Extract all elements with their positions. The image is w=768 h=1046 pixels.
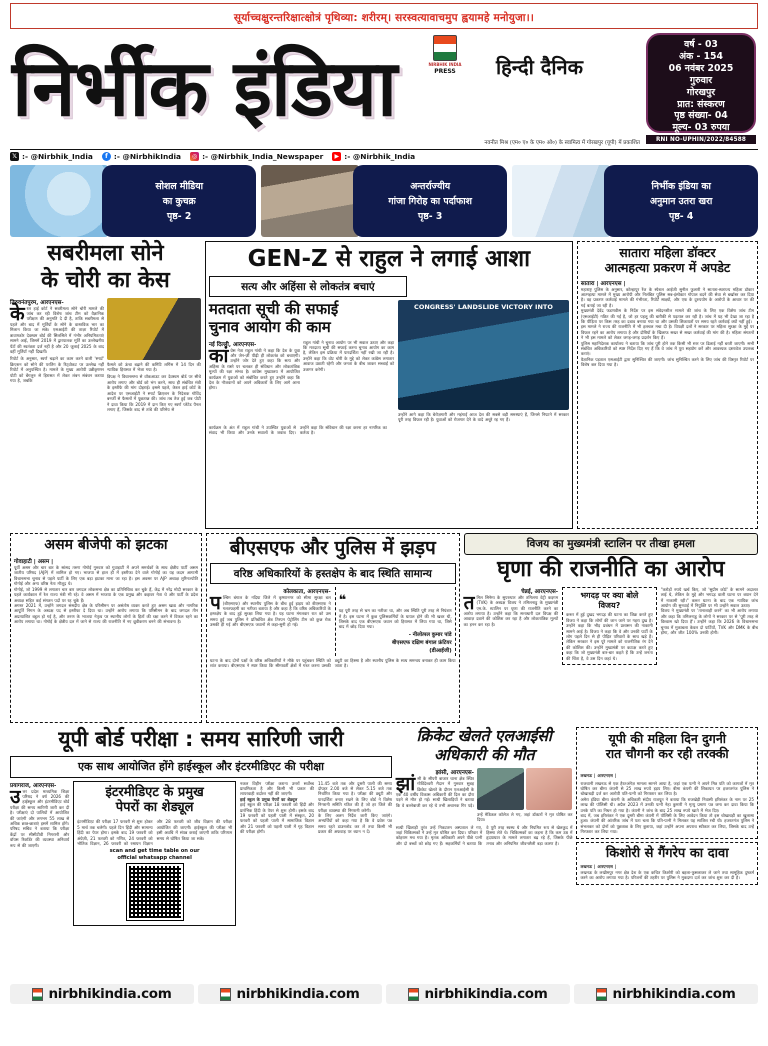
hindi-daily-label: हिन्दी दैनिक	[495, 55, 583, 79]
vijay-body-1: तमिल सिनेमा के सुपरस्टार और तमिलगा वेट्री कड़गम (TVK) के अध्यक्ष विजय ने तमिलनाडु के मुख्यमंत्री एम.के. स्टालिन पर घृणा की राजनीति करने का आरोप लगाया है। उन्होंने कहा कि सत्ताधारी दल विपक्ष की आवाज़ दबाने की कोशिश कर रहा है और लोकतांत्रिक मूल्यों का हनन कर रहा है।	[463, 591, 559, 627]
upwoman-headline-line1: यूपी की महिला दिन दुगनी	[608, 731, 727, 746]
logo-press-text: PRESS	[434, 68, 456, 75]
upboard-col-body-2: हाई स्कूल की परीक्षा 18 फरवरी को हिंदी और प्रारंभिक हिंदी के पेपर से शुरू होगी। इसके बाद 19 फरवरी को पहली पाली में संस्कृत, 20 फरवरी को पहली पाली में सामाजिक विज्ञान और 21 फरवरी को पहली पाली में गृह विज्ञान की परीक्षा होगी।	[240, 802, 314, 835]
youtube-icon[interactable]: ▶	[332, 152, 341, 161]
sabarimala-headline-line2: के चोरी का केस	[41, 267, 170, 293]
upboard-subhead: एक साथ आयोजित होंगे हाईस्कूल और इंटरमीडिएट की परीक्षा	[10, 756, 392, 778]
lic-headline-line2: अधिकारी की मौत	[433, 745, 535, 764]
genz-byline: नई दिल्ली, आरएनएस-	[208, 341, 257, 348]
quote-mark-icon: ❝	[338, 593, 347, 609]
assam-body-2: गोगोई, जो 1999 से लगातार चार बार जगदल लोकसभा क्षेत्र का प्रतिनिधित्व कर चुके हैं, केंद्र में नरेंद्र मोदी सरकार के पहले कार्यकाल में रेल राज्य मंत्री भी रहे। वे असम में भाजपा के एक प्रमुख और कद्दावर नेता थे और पार्टी के प्रदेश अध्यक्ष सहित कई संगठन पदों पर रह चुके हैं।	[14, 586, 198, 603]
lic-headline	[396, 727, 573, 765]
upboard-box-title-line2: पेपरों का शेड्यूल	[115, 800, 194, 816]
teaser-2-line1: अन्तर्राज्यीय	[410, 180, 451, 192]
footer-url-cell-2[interactable]	[198, 984, 382, 1004]
vijay-sidebar-title-line2: विजय?	[598, 600, 621, 610]
social-handle-x[interactable]: :- @Nirbhik_India	[22, 152, 93, 161]
teaser-1-line2: का कुचक्र	[162, 195, 196, 207]
info-day: गुरुवार	[689, 74, 713, 86]
satara-byline: सातारा | आरएनएस |	[580, 280, 626, 287]
upboard-box-title	[77, 785, 232, 817]
footer-emblem-icon-3	[408, 988, 419, 1001]
genz-subhead: सत्य और अहिंसा से लोकतंत्र बचाएं	[209, 276, 407, 297]
story-satara	[577, 241, 758, 529]
lic-photo-caption: उन्हें मेडिकल कॉलेज ले गए, जहां डॉक्टरों ने मृत घोषित कर दिया।	[477, 811, 573, 823]
social-handle-facebook[interactable]: :- @NirbhikIndia	[113, 152, 182, 161]
satara-body-5: वैज्ञानिक पड़ताल एसआईटी द्वारा सुनिश्चित की जाएगी। जांच सुनिश्चित करने के लिए जांच की विस्तृत रिपोर्ट पर विशेष बल दिया गया है।	[580, 356, 754, 368]
satara-headline-line1: सातारा महिला डॉक्टर	[619, 245, 716, 260]
kishori-byline: लखनऊ | आरएनएस |	[580, 864, 617, 870]
footer-url-1[interactable]: nirbhikindia.com	[48, 986, 172, 1002]
story-bsf	[206, 533, 460, 723]
lic-headline-line1: क्रिकेट खेलते एलआईसी	[416, 727, 552, 745]
footer-emblem-icon-2	[220, 988, 231, 1001]
assam-byline: गोवाहाटी | असम |	[14, 559, 54, 566]
satara-body-4: पुलिस महानिदेशक कार्यालय ने बताया कि जांच पूरी होने तक किसी भी स्तर पर ढिलाई नहीं बरती जाएगी। सभी संबंधित अधिकारियों को स्पष्ट निर्देश दिए गए हैं कि वे जांच में पूरा सहयोग करें और आवश्यक दस्तावेज उपलब्ध कराएं।	[580, 340, 754, 357]
story-kishori-gangrape	[576, 842, 758, 885]
bsf-quote-attrib-2: बीएसएफ दक्षिण बंगाल फ्रंटियर	[392, 639, 452, 646]
footer-url-cell-1[interactable]	[10, 984, 194, 1004]
social-handle-youtube[interactable]: :- @Nirbhik_India	[344, 152, 416, 161]
footer-url-3[interactable]: nirbhikindia.com	[424, 986, 548, 1002]
upboard-col-subhead: हाई स्कूल के प्रमुख पेपरों का शेड्यूल	[240, 796, 298, 802]
satara-body-2: मुख्यमंत्री देवेंद्र फडणवीस के निर्देश पर इस संवेदनशील मामले की जांच के लिए एक विशेष जांच टीम (एसआईटी) गठित की गई है, जो हर पहलू की बारीकी से पड़ताल कर रही है। जांच में यह भी देखा जा रहा है कि पीड़िता पर किस तरह का दबाव बनाया गया था और उसकी शिकायतों पर समय रहते कार्रवाई क्यों नहीं हुई।	[580, 308, 754, 324]
teaser-1-page: पृष्ठ- 2	[167, 210, 192, 222]
upboard-col-body-1: नकल विहीन परीक्षा कराना उत्तरों सर्वोच्च प्राथमिकता है और किसी भी प्रकार की लापरवाही बर्दाश्त नहीं की जाएगी।	[240, 780, 314, 797]
upwoman-body-1: राजधानी लखनऊ से एक हैरतअंगेज़ मामला सामने आया है, जहां एक पत्नी ने अपने मित्र पति को कागजों में मृत घोषित कर बीमा कंपनी से 25 लाख रुपये हड़प लिए। बीमा कंपनी की शिकायत पर हजरतगंज पुलिस ने धोखाधड़ी दर्ज कर आरोपी पति-पत्नी को गिरफ्तार कर लिया है।	[580, 780, 754, 797]
sabarimala-photo	[107, 298, 201, 360]
assam-body-3: अगस्त 2021 में, उन्होंने जगदल संसदीय क्षेत्र के परिसीमन पर असंतोष व्यक्त करते हुए असम खाद्य और नागरिक आपूर्ति निगम के अध्यक्ष पद से इस्तीफा दे दिया था। उन्होंने आरोप लगाया कि परिसीमन के बाद जगदल तीन अप्रत्याशित बहुल हो गई है, और तरुण के भाजपा नेतृत्व पर स्थानीय लोगों के हितों की रक्षा करने में विफल रहने का आरोप लगाया था। गोगोई के क्षेत्रीय दल में जाने से राज्य की राजनीति में नए ध्रुवीकरण बनने की संभावना है।	[14, 602, 198, 625]
vijay-sidebar-title	[566, 591, 653, 611]
top-news-band	[10, 241, 758, 529]
bsf-headline: बीएसएफ और पुलिस में झड़प	[229, 537, 436, 559]
bsf-quote-box	[335, 587, 456, 656]
bsf-quote-attrib-3: (डीआईजी)	[429, 647, 452, 654]
upwoman-headline	[580, 731, 754, 762]
genz-body-2: राहुल गांधी ने चुनाव आयोग पर भी सवाल उठाए और कहा कि मतदाता सूची की सफाई करना चुनाव आयोग का काम है, लेकिन इस प्रक्रिया में पारदर्शिता नहीं रखी जा रही है। उन्होंने कहा कि वोट चोरी के मुद्दे को लेकर कांग्रेस लगातार आवाज उठाती रहेगी और जनता के बीच जाकर सच्चाई को उजागर करेगी।	[302, 339, 395, 372]
genz-body-1: कांग्रेस नेता राहुल गांधी ने कहा कि देश के युवा और जेन-ज़ी पीढ़ी ही लोकतंत्र को बचाएगी। उन्होंने जोर देते हुए कहा कि सत्य और अहिंसा के रास्ते पर चलकर ही संविधान और लोकतांत्रिक मूल्यों की रक्षा संभव है। कांग्रेस मुख्यालय में आयोजित कार्यक्रम में युवाओं को संबोधित करते हुए उन्होंने कहा कि देश के नौजवानों को अपने अधिकारों के लिए आगे आना होगा।	[208, 344, 300, 391]
genz-photo-caption: CONGRESS' LANDSLIDE VICTORY INTO	[414, 303, 553, 312]
teaser-1-line1: सोशल मीडिया	[155, 180, 204, 192]
lic-byline: झांसी, आरएनएस-	[435, 769, 475, 776]
info-year: वर्ष - 03	[684, 39, 718, 50]
upwoman-body-3: बाद में, जब हरिशंकर ने एक दूसरी बीमा कंपनी में पॉलिसी के लिए आवेदन किया तो इस धोखाधड़ी का खुलासा हुआ। कंपनी की आंतरिक जांच में पता चला कि पति-पत्नी ने मिलकर यह साजिश रची थी। हजरतगंज पुलिस ने संभलकर को दोनों को पूछताछ के लिए बुलाया, जहां उन्होंने अपना अपराध स्वीकार कर लिया, जिसके बाद उन्हें गिरफ्तार कर लिया गया।	[580, 812, 754, 835]
social-handles-bar	[10, 149, 758, 162]
story-up-board-exam	[10, 727, 392, 982]
teaser-2-line2: गांजा गिरोह का पर्दाफाश	[388, 195, 472, 207]
bsf-quote-attrib-1: - नीलोत्पल कुमार पांडे	[408, 631, 452, 638]
kishori-headline: किशोरी से गैंगरेप का दावा	[605, 845, 729, 861]
bsf-byline: कोलकाता, आरएनएस-	[283, 589, 331, 596]
footer-url-cell-4[interactable]	[574, 984, 758, 1004]
masthead	[10, 31, 758, 149]
genz-subhead2-line2: चुनाव आयोग की काम	[208, 318, 331, 337]
social-handle-instagram[interactable]: :- @Nirbhik_India_Newspaper	[202, 152, 324, 161]
upboard-scan-note-2: official whatsapp channel	[117, 855, 192, 862]
instagram-icon[interactable]: ◎	[191, 153, 198, 160]
satara-headline-line2: आत्महत्या प्रकरण में अपडेट	[604, 260, 731, 276]
teaser-item-3[interactable]	[512, 165, 758, 237]
teaser-text-2	[353, 165, 507, 237]
upboard-box-title-line1: इंटरमीडिएट के प्रमुख	[105, 784, 204, 800]
footer-url-cell-3[interactable]	[386, 984, 570, 1004]
edition-info-panel	[646, 33, 756, 133]
teaser-image-social-media	[10, 165, 108, 237]
vijay-kicker: विजय का मुख्यमंत्री स्टालिन पर तीखा हमला	[464, 533, 758, 555]
info-issue: अंक - 154	[679, 50, 723, 62]
sabarimala-headline-line1: सबरीमला सोने	[47, 241, 164, 266]
sabarimala-body-2: रिपोर्ट के अनुसार, स्वर्ण चढ़ाने का काम करने वाली 'स्मार्ट' क्रिएशन को सोने की परतिंग के रिट्वोकट पर उल्लेख नहीं रिपोर्ट में अनुपस्थित है। मामले के मुख्य आरोपी उन्नीकृष्णन पोटी को बेंगलुरु से हिरासत में लेकर लंबन संबंधन कराया गया है, जबकि	[10, 356, 104, 383]
vijay-body-3: विजय ने मुख्यमंत्री पर 'तानाशाही करने' का भी आरोप लगाया और कहा कि तमिलनाडु के लोगों ने सरकार पर से 'पूरी तरह से विश्वास खो दिया है'। उन्होंने कहा कि 2026 के विधानसभा चुनाव में मुकाबला केवल दो पार्टियों, TVK और DMK के बीच होगा, और जीत 100% उनकी होगी।	[660, 608, 758, 636]
footer-website-bar	[10, 984, 758, 1004]
vijay-body-2: "करोड़ों रुपये खर्च किए, जो 'सुप्रीम कोर्ट' के सामने अदालत लाई थे, लेकिन के मुद्दे और भगदड़ वाली घटना पर बयान देने में नाकामी रही।" करूर घटना के बाद एक न्यायिक जांच आयोग की सुनवाई में नियुक्ति पर भी उन्होंने सवाल उठाए।	[660, 586, 758, 609]
upboard-body-1: उत्तर प्रदेश माध्यमिक शिक्षा परिषद ने वर्ष 2026 की हाईस्कूल और इंटरमीडिएट बोर्ड परीक्षा की समय सारिणी जारी कर दी है। परीक्षाएं दो पालियों में आयोजित की जाएंगी और लगभग 55 लाख से अधिक छात्र-छात्राएं इसमें शामिल होंगे। परिषद सचिव ने बताया कि परीक्षा केंद्रों पर सीसीटीवी निगरानी और वॉयस रिकॉर्डर की व्यवस्था अनिवार्य रूप से की जाएगी।	[10, 785, 70, 848]
vijay-byline: चेन्नई, आरएनएस-	[521, 588, 559, 595]
upboard-scan-note-1: scan and get time table on our	[109, 848, 200, 855]
assam-headline: असम बीजेपी को झटका	[44, 537, 168, 553]
info-pages: पृष्ठ संख्या- 04	[674, 110, 728, 122]
lic-photo-medical	[526, 768, 573, 810]
vijay-sidebar-title-line1: भगदड़ पर क्या बोले	[580, 590, 639, 600]
middle-news-band	[10, 533, 758, 723]
facebook-icon[interactable]: f	[102, 152, 111, 161]
vijay-sidebar-box	[562, 587, 657, 665]
story-sabarimala	[10, 241, 201, 529]
bsf-quote-text: यह पूरी तरह से भ्रम का नतीजा था, और अब स्थिति पूरी तरह से नियंत्रण में है। इस घटना में कुछ पुलिसकर्मियों के घायल होने की भी खबर थी, जिसके बाद एक बीएसएफ जवान को हिरासत में लिया गया था, जिसे बाद में छोड़ दिया गया।	[338, 608, 452, 630]
bsf-body-1: पश्चिम बंगाल के नदिया जिले में कृष्णानगर को सीमा सुरक्षा बल (बीएसएफ) और स्थानीय पुलिस के बीच हुई झड़प को बीएसएफ ने गलतफहमी का नतीजा बताया है और कहा है कि वरिष्ठ अधिकारियों के हस्तक्षेप के बाद हुई सुरक्षा लिया गया है। यह घटना मंगलवार रात को उस समय हुई जब पुलिस ने प्रतिबंधित क्षेत्र तिरपन पेट्रोलिंग टीम को कुछ रोक उसकी ही गई और बीएसएफ जवानों से कहा-सुनी हो गई।	[209, 592, 331, 628]
teaser-strip	[10, 165, 758, 237]
sabarimala-photo-caption: फैसले को ऊंचा बढ़ाने की कमिटि लगिंस में 14 दिन की न्यायिक हिरासत में भेजा गया है।	[106, 361, 201, 373]
bsf-subhead: वरिष्ठ अधिकारियों के हस्तक्षेप के बाद स्थिति सामान्य	[210, 563, 456, 584]
vijay-headline: घृणा की राजनीति का आरोप	[497, 557, 725, 582]
upboard-box-body: इंटरमीडिएट की परीक्षा 17 फरवरी से शुरू होकर 5 मार्च तक चलेगी। पहले दिन हिंदी और सामान्य हिंदी का पेपर होगा। इसके बाद 19 फरवरी को अंग्रेज़ी, 21 फरवरी को गणित, 24 फरवरी को भौतिक विज्ञान, 26 फरवरी को रसायन विज्ञान और 28 फरवरी को जीव विज्ञान की परीक्षा आयोजित की जाएगी। हाईस्कूल की परीक्षा भी इसी अवधि में संपन्न कराई जाएगी ताकि परिणाम समय से घोषित किया जा सके।	[77, 819, 233, 846]
story-up-woman-fraud	[576, 727, 758, 839]
teaser-text-1	[102, 165, 256, 237]
bsf-body-2: घटना के बाद दोनों पक्षों के वरिष्ठ अधिकारियों ने मौके पर पहुंचकर स्थिति को शांत कराया। बीएसएफ ने स्पष्ट किया कि सीमावर्ती क्षेत्रों में गश्त करना उसकी ड्यूटी का हिस्सा है और स्थानीय पुलिस के साथ समन्वय बनाकर ही काम किया जाता है।	[209, 657, 456, 669]
teaser-item-2[interactable]	[261, 165, 507, 237]
upwoman-headline-line2: रात चौगनी कर रही तरक्की	[605, 746, 729, 762]
logo-name-text: NIRBHIK INDIA	[428, 62, 462, 67]
upboard-schedule-box	[73, 781, 236, 927]
satara-body-1: महाराष्ट्र पुलिस के अनुसार, कोल्हापुर रेंज के स्पेशल आईजी सुनील फुलारी ने सातारा-स्वराज्य महिला डॉक्टर आत्महत्या मामले में मुख्य आरोपी और निलंबित पुलिस सब-इंस्पेक्टर गोपाल बदने की सेवा से बर्खास्त कर दिया है। वह प्रकरण कार्रवाई मामले की गंभीरता, रिपोर्टें साक्ष्यों, और एफ के दुरुपयोग के आरोपों के आधार पर की गई बताई जा रही है।	[580, 286, 754, 308]
genz-subhead-2	[209, 300, 394, 337]
story-lic-cricket	[396, 727, 573, 982]
info-edition: प्रात: संस्करण	[677, 98, 725, 110]
upboard-byline: प्रयागराज, आरएनएस-	[10, 782, 57, 789]
genz-body-4: कार्यक्रम के अंत में राहुल गांधी ने उपस्थित युवाओं से संवाद भी किया और उनके सवालों के जवाब दिए। उन्होंने कहा कि संविधान की रक्षा करना हर नागरिक का कर्तव्य है।	[208, 424, 387, 436]
teaser-text-3	[604, 165, 758, 237]
right-bottom-column	[576, 727, 758, 982]
lic-body-1: झांसी के सीपरी बाजार थाना क्षेत्र स्थित गोविंदेश्वरी मैदान में गुरुवार सुबह क्रिकेट खेलते के दौरान एलआईसी के एक 40 वर्षीय विकास अधिकारी की दिल का दौरा पड़ने से मौत हो गई। साथी खिलाड़ियों ने बताया कि वे बल्लेबाजी कर रहे थे तभी अचानक गिर पड़े।	[395, 772, 475, 808]
genz-body-3: उन्होंने आगे कहा कि बेरोज़गारी और महंगाई आज देश की सबसे बड़ी समस्याएं हैं, जिनसे निपटने में सरकार पूरी तरह विफल रही है। युवाओं को रोजगार देने के वादे अधूरे रह गए हैं।	[398, 412, 569, 423]
sabarimala-body-1: केरल हाई कोर्ट ने सबरीमला सोने चोरी मामले की जांच कर रही विशेष जांच टीम को वैज्ञानिक परीक्षण की अनुमति दे दी है, ताकि सबरीमला से पहले और बाद में मूर्तियों के सोने के वास्तविक भार का मिलान किया जा सके। एसआईटी की ताज़ा रिपोर्ट में त्रावणकोर देवस्वम बोर्ड की सिलसिले में गंभीर अनियमितताएं सामने आईं, जिसमें 2019 में द्वारपालक मूर्ति का उल्लेखनीय पेंटों की स्वतंत्रता दर्ज नहीं है और 20 जुलाई 2025 के बाद वहीं मूर्तियाँ नहीं दिखतीं।	[10, 302, 104, 354]
vijay-sidebar-body: करूर में हुई दुखद भगदड़ की घटना का जिक्र करते हुए विजय ने कहा कि लोगों की जान जाने पर गहरा दुख है। उन्होंने कहा कि भीड़ प्रबंधन में प्रशासन की नाकामी सामने आई है। विजय ने कहा कि वे और उनकी पार्टी के लोग पहले दिन से ही पीड़ित परिवारों के साथ खड़े हैं। लेकिन सरकार ने इस पूरे मामले को राजनीतिक रंग देने की कोशिश की। उन्होंने मुख्यमंत्री पर कटाक्ष करते हुए कहा कि जो मुख्यमंत्री बार-बार कहते हैं कि उन्हें जनता की चिंता है, वे उस दिन कहां थे।	[566, 612, 653, 661]
genz-headline: GEN-Z से राहुल ने लगाई आशा	[247, 246, 531, 272]
info-price: मूल्य- 03 रुपया	[672, 122, 730, 134]
x-icon[interactable]: 𝕏	[10, 152, 19, 161]
footer-url-2[interactable]: nirbhikindia.com	[236, 986, 360, 1002]
masthead-logo	[424, 35, 466, 75]
upwoman-body-2: अमेरा इंडिया बीमा कंपनी के अधिकारी संदीप राजपूत ने बताया कि राजखेड़ी निवासी हरिशंकर के नाम पर 25 लाख की पॉलिसी थी। अप्रैल 2023 में उनकी पत्नी नेहा कुमारी ने मृत्यु प्रमाण पत्र जमा कर दावा किया कि उनके पति का निधन हो गया है। कंपनी ने जांच के बाद 25 लाख रुपये खाते में भेज दिए।	[580, 796, 754, 813]
upboard-headline: यूपी बोर्ड परीक्षा : समय सारिणी जारी	[58, 727, 344, 751]
teaser-image-ganja-gang	[261, 165, 359, 237]
teaser-3-page: पृष्ठ- 4	[669, 210, 694, 222]
genz-photo-rahul-gandhi	[398, 300, 569, 410]
satara-body-3: इस मामले ने राज्य की राजनीति में भी हलचल मचा दी है। विपक्षी दलों ने सरकार पर महिला सुरक्षा के मुद्दे पर विफल रहने का आरोप लगाया है और दोषियों के खिलाफ सख्त से सख्त कार्रवाई की मांग की है। महिला संगठनों ने भी इस मामले को लेकर जगह-जगह प्रदर्शन किए हैं।	[580, 324, 754, 341]
story-assam	[10, 533, 202, 723]
sabarimala-headline	[10, 241, 201, 295]
sabarimala-byline: तिरुवनंतपुरम, आरएनएस-	[10, 299, 64, 306]
info-place: गोरखपुर	[686, 86, 716, 98]
upboard-col-body-3: 11.45 बजे तक और दूसरी पाली की समय दोपहर 2.00 बजे से लेकर 5.15 बजे तक निर्धारित किया गया है। परीक्षा की ड्यूटी और पारदर्शिता बनाए रखने के लिए बोर्ड ने विशेष निगरानी समिति गठित की है जो हर जिले की परीक्षा व्यवस्था की निगरानी करेगी।	[317, 780, 392, 813]
teaser-2-page: पृष्ठ- 3	[418, 210, 443, 222]
satara-headline	[581, 245, 754, 276]
bottom-news-band	[10, 727, 758, 982]
shloka-text: सूर्याच्चक्षुरन्तरिक्षात्क्षोत्रं पृथिव्या: शरीरम्। सरस्वत्यावाचमुप ह्वयामहे मनोयुजा।।	[233, 12, 535, 24]
genz-subhead2-line1: मतदाता सूची की सफाई	[208, 300, 339, 319]
footer-url-4[interactable]: nirbhikindia.com	[612, 986, 736, 1002]
info-date: 06 नवंबर 2025	[668, 62, 734, 74]
kishori-body-1: लखनऊ के लखीमपुर नगर क्षेत्र देश के एक कथित किशोरी को बहला-फुसलाकर ले जाने तथा सामूहिक दुष्कर्म करने का आरोप लगाया गया है। परिजनों की तहरीर पर पुलिस ने मुकदमा दर्ज कर जांच शुरू कर दी है।	[580, 869, 754, 881]
newspaper-title: निर्भीक इंडिया	[12, 44, 397, 134]
whatsapp-qr-code[interactable]	[127, 864, 183, 920]
footer-emblem-icon-4	[596, 988, 607, 1001]
story-vijay	[464, 533, 758, 723]
teaser-3-line1: निर्भीक इंडिया का	[651, 180, 711, 192]
rni-number: RNI NO-UPHIN/2022/84588	[646, 135, 756, 144]
teaser-3-line2: अनुमान उतरा खरा	[650, 195, 713, 207]
publisher-line: नवनीत मिश्र (एम० ए० के एम० ओ०) के स्वामित्व में गोरखपुर (यूपी) में प्रकाशित	[484, 140, 640, 146]
sabarimala-body-4: विपक्ष ने विधानसभा से वॉकआउट कर देवस्वम बोर्ड पर सीधे आरोप लगाए और बोर्ड को भंग करने, साथ ही संबंधित मंत्री के इस्तीफे की मांग दोहराई। इससे पहले, केरल हाई कोर्ट के आदेश पर एसआईटी ने स्मार्ट क्रिएशन के निदेशक गोविंद बनर्जी से फैसलों में पूछताछ की। जांच तब तेज हुई जब पोटी ने दावा किया कि 2019 में दान किए गए स्वर्ण प्लेटेड पैनल लगाए हैं, जिसके बाद से तांबे की परिमेय से	[106, 374, 201, 412]
lic-body-2: साथी खिलाड़ी तुरंत उन्हें निकटतम अस्पताल ले गए, जहां चिकित्सकों ने उन्हें मृत घोषित कर दिया। परिवार में कोहराम मच गया है। मृतक अधिकारी अपने पीछे पत्नी और दो बच्चों को छोड़ गए हैं। सहकर्मियों ने बताया कि वे पूरी तरह स्वस्थ थे और नियमित रूप से खेलकूद में हिस्सा लेते थे। चिकित्सकों का कहना है कि कम उम्र में हृदयाघात के मामले लगातार बढ़ रहे हैं, जिसके पीछे तनाव और अनियमित जीवनशैली बड़ा कारण है।	[395, 824, 573, 846]
teaser-image-gst	[512, 165, 610, 237]
sanskrit-shloka-banner	[10, 3, 758, 29]
story-genz	[205, 241, 573, 529]
lic-photo-officer	[477, 768, 524, 810]
teaser-item-1[interactable]	[10, 165, 256, 237]
tricolor-emblem-icon	[433, 35, 457, 61]
upboard-col-body-4: के लिए अलग निर्देश जारी किए जाएंगे। अभ्यर्थियों को कहा गया है कि वे प्रवेश पत्र समय रहते डाउनलोड कर लें तथा किसी भी प्रकार की अफवाह पर ध्यान न दें।	[317, 813, 392, 835]
newspaper-front-page	[0, 3, 768, 1046]
footer-emblem-icon-1	[32, 988, 43, 1001]
assam-body-1: पूर्वी असम और चार बार के सांसद तरुण गोगोई गुरुवार को गुवाहाटी में अपने समर्थकों के साथ क्षेत्रीय पार्टी असम जातीय परिषद (AJP) में शामिल हो गए। भाजपा से हाल ही में इस्तीफा देने वाले गोगोई का यह कदम आगामी विधानसभा चुनाव से पहले पार्टी के लिए एक बड़ा झटका माना जा रहा है। इस अवसर पर AJP अध्यक्ष लुरिनज्योति गोगोई और अन्य वरिष्ठ नेता मौजूद थे।	[14, 565, 198, 587]
upwoman-byline: लखनऊ | आरएनएस |	[580, 772, 617, 778]
